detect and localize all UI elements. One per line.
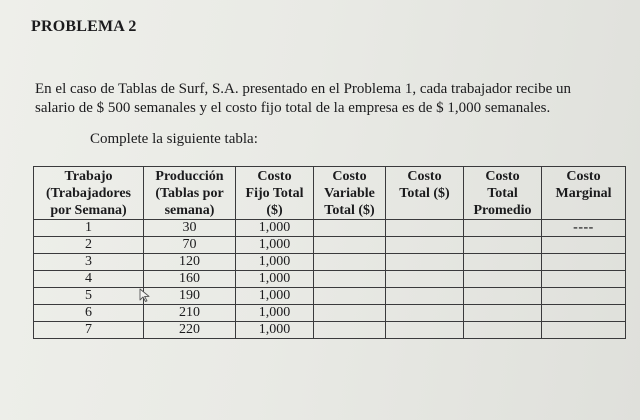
cell-costo-fijo: 1,000 [236, 271, 314, 288]
cell-produccion: 70 [144, 237, 236, 254]
cell-costo-variable[interactable] [314, 220, 386, 237]
cell-produccion: 160 [144, 271, 236, 288]
cell-costo-marginal: ---- [542, 220, 626, 237]
table-row [34, 322, 626, 339]
cell-costo-variable[interactable] [314, 305, 386, 322]
cell-costo-total[interactable] [386, 254, 464, 271]
cell-costo-marginal[interactable] [542, 237, 626, 254]
table-row [34, 237, 626, 254]
cell-produccion: 190 [144, 288, 236, 305]
cell-costo-marginal[interactable] [542, 305, 626, 322]
header-costo-fijo-total: Costo Fijo Total ($) [236, 167, 314, 220]
cell-costo-variable[interactable] [314, 271, 386, 288]
cell-costo-total[interactable] [386, 288, 464, 305]
table-row [34, 305, 626, 322]
table-row [34, 220, 626, 237]
mouse-pointer-icon [139, 288, 151, 302]
cell-trabajo: 3 [34, 254, 144, 271]
cell-costo-promedio[interactable] [464, 271, 542, 288]
cell-costo-marginal[interactable] [542, 288, 626, 305]
cell-trabajo: 1 [34, 220, 144, 237]
table-row [34, 271, 626, 288]
cell-produccion: 220 [144, 322, 236, 339]
cell-trabajo: 2 [34, 237, 144, 254]
cell-costo-fijo: 1,000 [236, 220, 314, 237]
table-row [34, 288, 626, 305]
cell-produccion: 30 [144, 220, 236, 237]
cell-produccion: 210 [144, 305, 236, 322]
cell-costo-promedio[interactable] [464, 322, 542, 339]
cell-costo-total[interactable] [386, 322, 464, 339]
cell-costo-fijo: 1,000 [236, 237, 314, 254]
problem-statement [35, 80, 610, 118]
cell-costo-fijo: 1,000 [236, 322, 314, 339]
cell-costo-total[interactable] [386, 271, 464, 288]
cell-costo-variable[interactable] [314, 237, 386, 254]
cell-costo-variable[interactable] [314, 254, 386, 271]
cell-costo-total[interactable] [386, 305, 464, 322]
cell-trabajo: 4 [34, 271, 144, 288]
cell-costo-total[interactable] [386, 237, 464, 254]
cell-costo-fijo: 1,000 [236, 254, 314, 271]
cell-costo-marginal[interactable] [542, 322, 626, 339]
cell-costo-promedio[interactable] [464, 220, 542, 237]
header-costo-total: Costo Total ($) [386, 167, 464, 220]
table-row [34, 254, 626, 271]
header-costo-total-promedio: Costo Total Promedio [464, 167, 542, 220]
cost-table [33, 166, 626, 339]
cell-costo-promedio[interactable] [464, 288, 542, 305]
cell-costo-promedio[interactable] [464, 305, 542, 322]
cell-produccion: 120 [144, 254, 236, 271]
cell-trabajo: 7 [34, 322, 144, 339]
header-costo-variable-total: Costo Variable Total ($) [314, 167, 386, 220]
cell-costo-total[interactable] [386, 220, 464, 237]
cell-costo-promedio[interactable] [464, 254, 542, 271]
header-produccion: Producción (Tablas por semana) [144, 167, 236, 220]
cell-trabajo: 5 [34, 288, 144, 305]
header-costo-marginal: Costo Marginal [542, 167, 626, 220]
table-header-row [34, 167, 626, 220]
cell-costo-marginal[interactable] [542, 271, 626, 288]
cell-costo-variable[interactable] [314, 322, 386, 339]
problem-heading: PROBLEMA 2 [31, 18, 137, 35]
header-trabajo: Trabajo (Trabajadores por Semana) [34, 167, 144, 220]
cell-costo-promedio[interactable] [464, 237, 542, 254]
instruction-text: Complete la siguiente tabla: [90, 131, 258, 147]
cell-costo-fijo: 1,000 [236, 288, 314, 305]
cell-costo-marginal[interactable] [542, 254, 626, 271]
problem-statement-line-1: En el caso de Tablas de Surf, S.A. presentado en el Problema 1, cada trabajador recibe un [35, 81, 571, 97]
cell-costo-fijo: 1,000 [236, 305, 314, 322]
cell-trabajo: 6 [34, 305, 144, 322]
cell-costo-variable[interactable] [314, 288, 386, 305]
problem-statement-line-2: salario de $ 500 semanales y el costo fijo total de la empresa es de $ 1,000 semanales. [35, 100, 551, 116]
